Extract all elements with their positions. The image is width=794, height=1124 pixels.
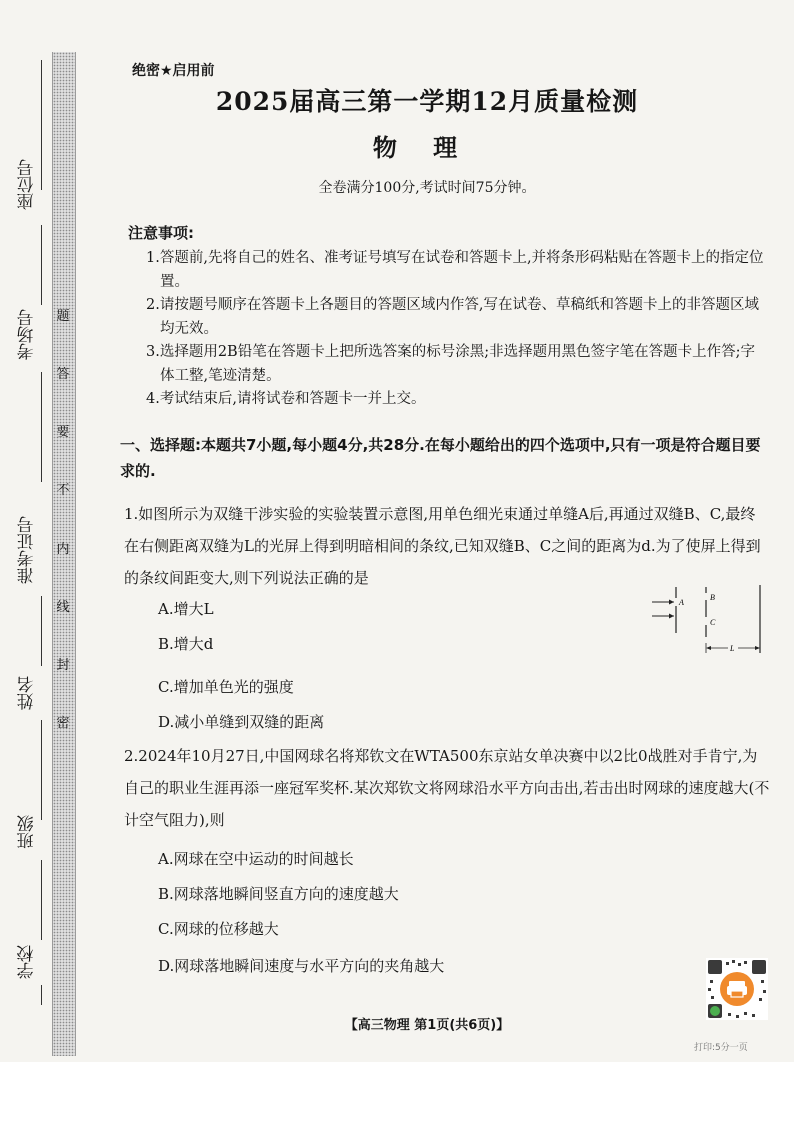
field-label: 准考证号 [17, 516, 38, 584]
field-underline [41, 596, 42, 666]
field-label: 学校 [17, 945, 38, 979]
seal-char: 封 [56, 657, 70, 673]
seal-char: 线 [56, 599, 70, 615]
slit-b-label: B [710, 593, 715, 602]
notes-item: 2.请按题号顺序在答题卡上各题目的答题区域内作答,写在试卷、草稿纸和答题卡上的非答题区域均无效。 [146, 297, 759, 337]
notes-item: 3.选择题用2B铅笔在答题卡上把所选答案的标号涂黑;非选择题用黑色签字笔在答题卡上作答;字体工整,笔迹清楚。 [146, 344, 755, 384]
slit-c-label: C [710, 618, 716, 627]
seal-char: 答 [56, 367, 70, 383]
option-a: A.网球在空中运动的时间越长 [158, 850, 354, 868]
field-label: 班级 [17, 815, 38, 849]
field-underline [41, 860, 42, 940]
option-b: B.网球落地瞬间竖直方向的速度越大 [158, 885, 399, 903]
option-c: C.增加单色光的强度 [158, 678, 294, 696]
field-underline [41, 985, 42, 1005]
field-underline [41, 60, 42, 190]
field-underline [41, 720, 42, 820]
section-heading: 一、选择题:本题共7小题,每小题4分,共28分.在每小题给出的四个选项中,只有一项是符合题目要求的. [120, 436, 761, 480]
class-field[interactable] [14, 805, 40, 849]
ticket-number-field[interactable] [14, 494, 40, 584]
subject-title: 物 理 [372, 134, 472, 162]
seal-char: 密 [56, 715, 70, 731]
option-d: D.减小单缝到双缝的距离 [158, 713, 325, 731]
double-slit-diagram [648, 585, 770, 657]
field-underline [41, 372, 42, 482]
page-footer: 【高三物理 第1页(共6页)】 [344, 1018, 510, 1033]
printer-qr-icon[interactable] [706, 958, 768, 1020]
confidential-label: 绝密★启用前 [132, 63, 215, 79]
field-label: 姓名 [17, 676, 38, 710]
print-note: 打印:5分一页 [694, 1043, 748, 1053]
seal-line-text [56, 310, 70, 730]
question-stem: 2.2024年10月27日,中国网球名将郑钦文在WTA500东京站女单决赛中以2比0战胜对手肯宁,为自己的职业生涯再添一座冠军奖杯.某次郑钦文将网球沿水平方向击出,若击出时网球的速度越大(不计空气阻力),则 [124, 747, 770, 829]
notes-heading: 注意事项: [128, 224, 194, 242]
seal-char: 不 [56, 483, 70, 499]
option-d: D.网球落地瞬间速度与水平方向的夹角越大 [158, 957, 445, 975]
exam-info: 全卷满分100分,考试时间75分钟。 [318, 180, 536, 196]
exam-room-field[interactable] [14, 298, 40, 360]
option-c: C.网球的位移越大 [158, 920, 279, 938]
exam-title: 2025届高三第一学期12月质量检测 [215, 87, 639, 116]
name-field[interactable] [14, 666, 40, 710]
school-field[interactable] [14, 935, 40, 979]
field-underline [41, 225, 42, 305]
distance-l-label: L [730, 644, 735, 653]
field-label: 考场号 [17, 309, 38, 360]
seal-char: 内 [56, 541, 70, 557]
notes-list [128, 247, 768, 412]
notes-item: 4.考试结束后,请将试卷和答题卡一并上交。 [146, 391, 426, 407]
question-stem: 1.如图所示为双缝干涉实验的实验装置示意图,用单色细光束通过单缝A后,再通过双缝B、C,最终在右侧距离双缝为L的光屏上得到明暗相间的条纹,已知双缝B、C之间的距离为d.为了使屏上得到的条纹间距变大,则下列说法正确的是 [124, 505, 761, 587]
option-b: B.增大d [158, 635, 214, 653]
notes-item: 1.答题前,先将自己的姓名、准考证号填写在试卷和答题卡上,并将条形码粘贴在答题卡上的指定位置。 [146, 250, 764, 290]
seal-char: 要 [56, 425, 70, 441]
seal-char: 题 [56, 309, 70, 324]
option-a: A.增大L [158, 600, 214, 618]
slit-a-label: A [679, 598, 684, 607]
field-label: 座位号 [17, 159, 38, 210]
